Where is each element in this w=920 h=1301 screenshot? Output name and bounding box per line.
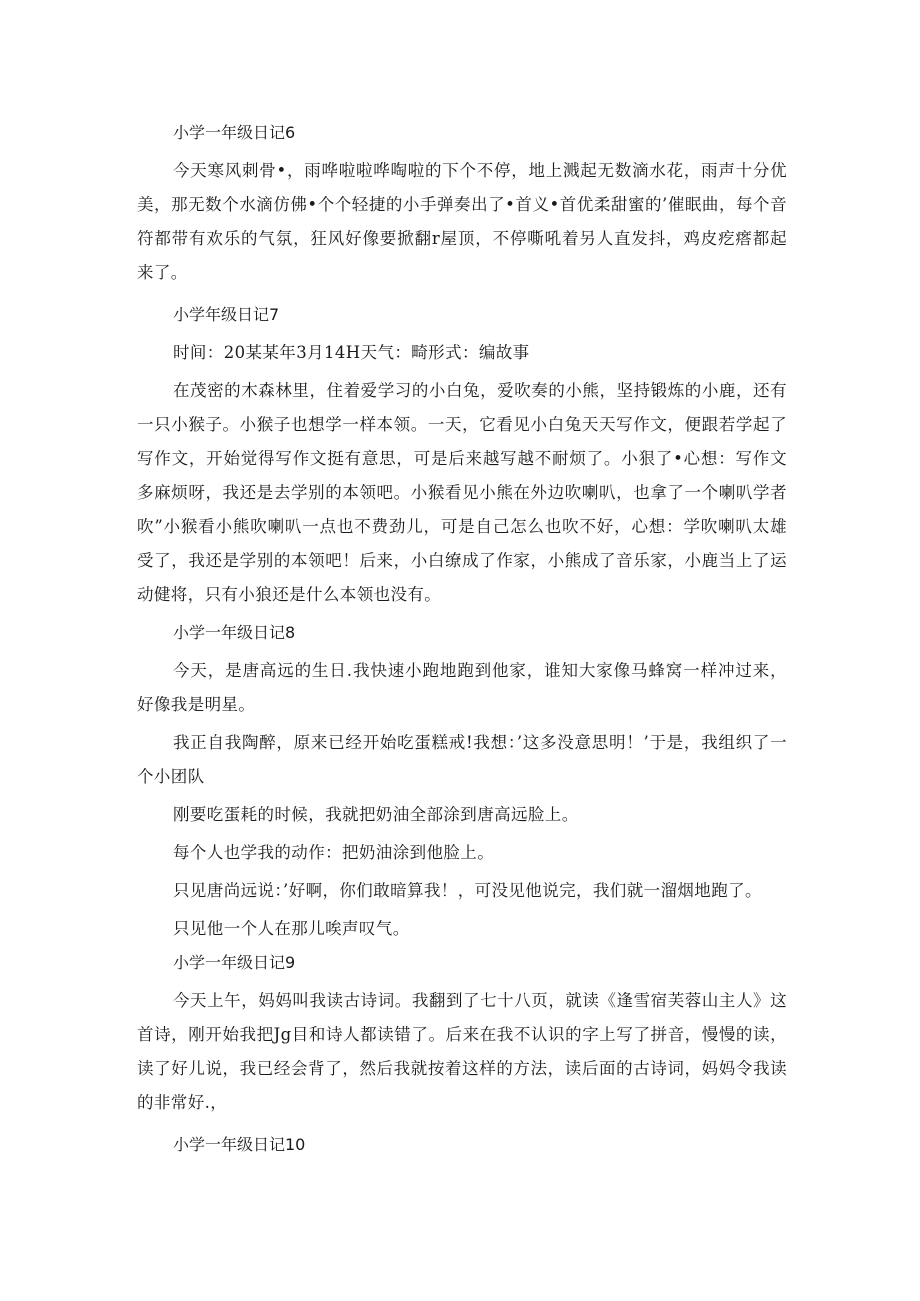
diary-line: 每个人也学我的动作：把奶油涂到他脸上。 xyxy=(173,843,495,862)
diary-line: 刚要吃蛋耗的时候，我就把奶油全部涂到唐高远脸上。 xyxy=(173,805,579,824)
diary-paragraph: 今天寒风刺骨•，雨哗啦啦哗啕啦的下个不停，地上溅起无数滴水花，雨声十分优美，那无数个水滴仿佛•个个轻捷的小手弹奏出了•首义•首优柔甜蜜的’催眠曲，每个音符都带有欢乐的气氛，狂风好像要掀翻r屋顶，不停嘶吼着另人直发抖，鸡皮疙瘩都起来了。 xyxy=(137,161,787,282)
diary-line: 只见他一个人在那儿唉声叹气。 xyxy=(173,919,410,938)
diary-heading-10: 小学一年级日记10 xyxy=(173,1135,306,1154)
diary-paragraph: 我正自我陶醉，原来已经开始吃蛋糕戒!我想：’这多没意思明！’于是，我组织了一个小团队 xyxy=(137,733,787,786)
diary-line: 只见唐尚远说：’好啊，你们敢暗算我！，可没见他说完，我们就一溜烟地跑了。 xyxy=(173,881,762,900)
diary-paragraph: 今天上午，妈妈叫我读古诗词。我翻到了七十八页，就读《逢雪宿芙蓉山主人》这首诗，刚开始我把Jg目和诗人都读错了。后来在我不认识的字上写了拼音，慢慢的读，读了好儿说，我已经会背了，然后我就按着这样的方法，读后面的古诗词，妈妈令我读的非常好.， xyxy=(137,991,787,1112)
diary-heading-9: 小学一年级日记9 xyxy=(173,953,296,972)
diary-paragraph: 在茂密的木森林里，住着爱学习的小白兔，爱吹奏的小熊，坚持锻炼的小鹿，还有一只小猴子。小猴子也想学一样本领。一天，它看见小白兔天天写作文，便跟若学起了写作文，开始觉得写作文挺有意思，可是后来越写越不耐烦了。小狠了•心想：写作文多麻烦呀，我还是去学别的本领吧。小猴看见小熊在外边吹喇叭，也拿了一个喇叭学者吹”小猴看小熊吹喇叭一点也不费劲儿，可是自己怎么也吹不好，心想：学吹喇叭太雄受了，我还是学别的本领吧！后来，小白缭成了作家，小熊成了音乐家，小鹿当上了运动健将，只有小狼还是什么本领也没有。 xyxy=(137,381,787,604)
diary-meta-line: 时间：20某某年3月14H天气：畸形式：编故事 xyxy=(173,343,530,362)
diary-heading-8: 小学一年级日记8 xyxy=(173,623,296,642)
diary-paragraph: 今天，是唐高远的生日.我快速小跑地跑到他家，谁知大家像马蜂窝一样冲过来，好像我是明星。 xyxy=(137,661,787,714)
diary-heading-7: 小学年级日记7 xyxy=(173,305,280,324)
diary-heading-6: 小学一年级日记6 xyxy=(173,123,296,142)
document-page xyxy=(137,116,787,1162)
